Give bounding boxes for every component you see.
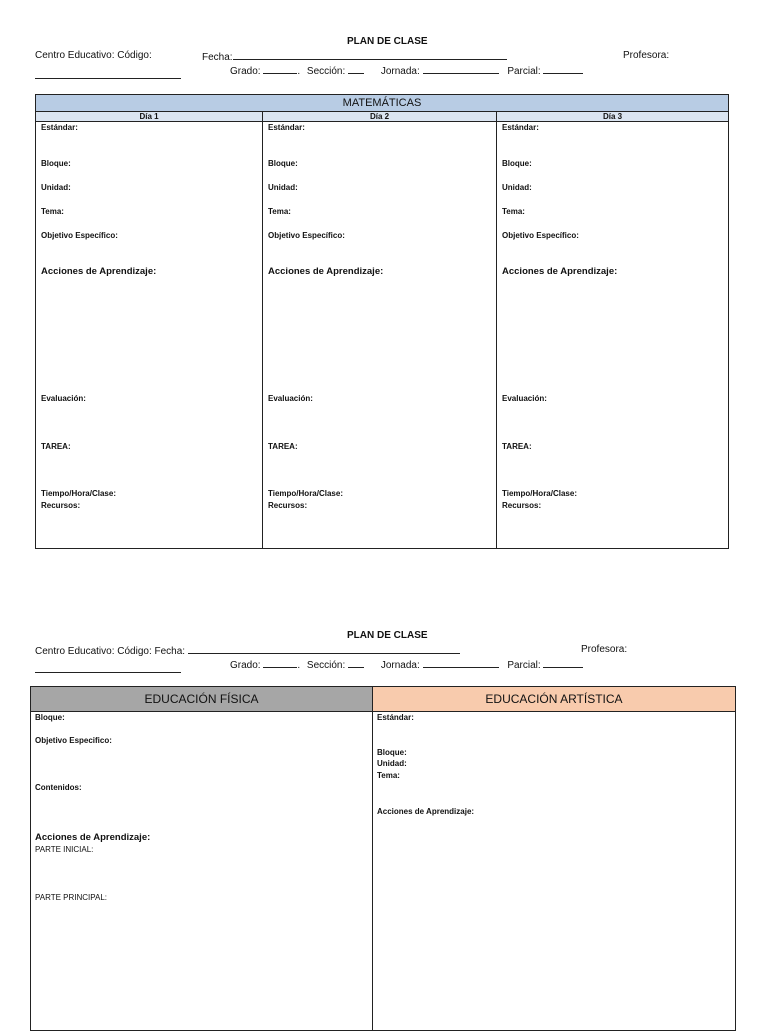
day-1-header: Día 1 [139,112,159,121]
grado-field[interactable]: Grado: . Sección: Jornada: Parcial: [230,64,583,77]
grado-line [263,658,297,668]
profesora-label: Profesora: [623,50,670,61]
centro-label: Centro Educativo: Código: [35,50,152,61]
page-title-2: PLAN DE CLASE [347,630,428,641]
centro-underline-2 [35,663,181,673]
estandar-label: Estándar: [41,123,78,132]
bloque-label: Bloque: [268,159,298,168]
day-2-header: Día 2 [262,112,496,121]
fecha-line [188,644,460,654]
tarea-label: TAREA: [502,442,532,451]
unidad-label: Unidad: [268,183,298,192]
tema-label: Tema: [268,207,291,216]
jornada-line [423,64,499,74]
matematicas-header: MATEMÁTICAS [36,95,728,112]
bloque-label: Bloque: [41,159,71,168]
centro-underline [35,69,181,79]
grado-label: Grado: [230,660,261,671]
day-3-column[interactable] [496,122,728,549]
bloque-label: Bloque: [35,713,65,722]
seccion-label: Sección: [306,660,346,671]
educacion-artistica-column[interactable] [372,712,735,1030]
recursos-label: Recursos: [268,501,308,510]
fecha-label: Fecha: [202,52,233,63]
parcial-label: Parcial: [507,660,541,671]
bloque-label: Bloque: [377,748,407,757]
acciones-label: Acciones de Aprendizaje: [377,807,475,816]
day-2-column[interactable] [262,122,496,549]
recursos-label: Recursos: [41,501,81,510]
parte-principal-label: PARTE PRINCIPAL: [35,893,108,902]
tiempo-label: Tiempo/Hora/Clase: [502,489,577,498]
tiempo-label: Tiempo/Hora/Clase: [268,489,343,498]
educacion-artistica-header: EDUCACIÓN ARTÍSTICA [372,687,735,711]
centro-line[interactable] [35,66,181,84]
recursos-label: Recursos: [502,501,542,510]
evaluacion-label: Evaluación: [268,394,313,403]
estandar-label: Estándar: [377,713,414,722]
parcial-line [543,658,583,668]
objetivo-label: Objetivo Especifico: [35,736,112,745]
seccion-line [348,64,364,74]
seccion-label: Sección: [306,66,346,77]
tarea-label: TAREA: [268,442,298,451]
educacion-fisica-header: EDUCACIÓN FÍSICA [31,687,372,711]
acciones-label: Acciones de Aprendizaje: [35,832,151,843]
jornada-label: Jornada: [380,660,420,671]
evaluacion-label: Evaluación: [502,394,547,403]
grado-label: Grado: [230,66,261,77]
day-1-column[interactable] [36,122,262,549]
objetivo-label: Objetivo Específico: [502,231,579,240]
acciones-label: Acciones de Aprendizaje: [268,266,384,277]
parcial-label: Parcial: [507,66,541,77]
parte-inicial-label: PARTE INICIAL: [35,845,94,854]
day-3-header: Día 3 [496,112,728,121]
contenidos-label: Contenidos: [35,783,82,792]
educacion-table [30,686,736,1031]
tema-label: Tema: [377,771,400,780]
tema-label: Tema: [502,207,525,216]
educacion-fisica-column[interactable] [31,712,372,1030]
estandar-label: Estándar: [268,123,305,132]
profesora-label-2: Profesora: [581,644,628,655]
tema-label: Tema: [41,207,64,216]
jornada-line [423,658,499,668]
seccion-line [348,658,364,668]
parcial-line [543,64,583,74]
days-row [36,112,728,122]
tiempo-label: Tiempo/Hora/Clase: [41,489,116,498]
objetivo-label: Objetivo Específico: [268,231,345,240]
acciones-label: Acciones de Aprendizaje: [502,266,618,277]
centro-line-2[interactable] [35,660,181,678]
objetivo-label: Objetivo Específico: [41,231,118,240]
centro-fecha-label: Centro Educativo: Código: Fecha: [35,646,186,657]
tarea-label: TAREA: [41,442,71,451]
unidad-label: Unidad: [377,759,407,768]
evaluacion-label: Evaluación: [41,394,86,403]
estandar-label: Estándar: [502,123,539,132]
matematicas-table [35,94,729,549]
page-title: PLAN DE CLASE [347,36,428,47]
fecha-line [233,50,507,60]
bloque-label: Bloque: [502,159,532,168]
unidad-label: Unidad: [41,183,71,192]
grado-line [263,64,297,74]
acciones-label: Acciones de Aprendizaje: [41,266,157,277]
jornada-label: Jornada: [380,66,420,77]
grado-field-2[interactable]: Grado: . Sección: Jornada: Parcial: [230,658,583,671]
fecha-field[interactable] [202,50,507,63]
unidad-label: Unidad: [502,183,532,192]
centro-fecha-field[interactable] [35,644,460,657]
